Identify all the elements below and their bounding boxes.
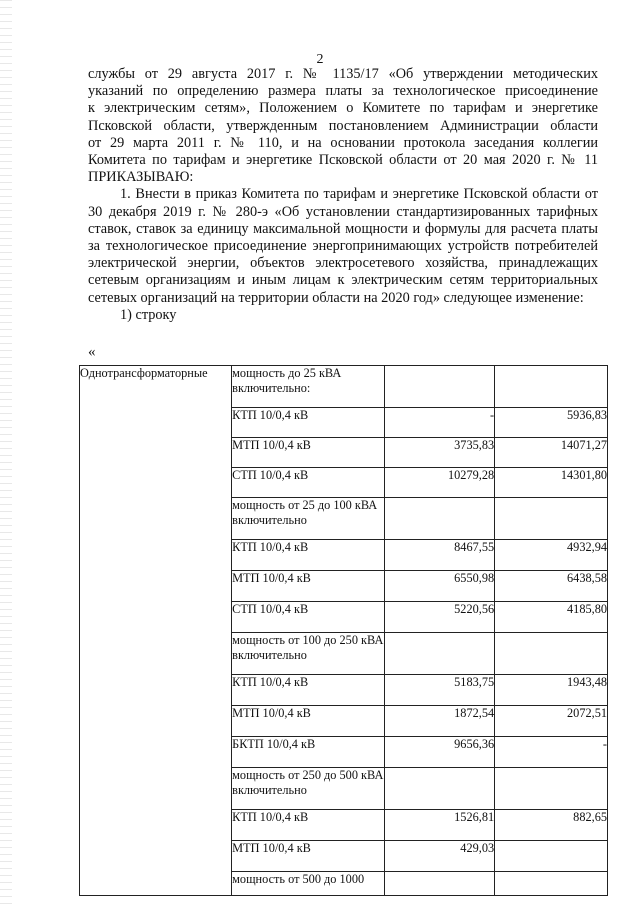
value-cell [495,768,608,810]
value-cell: 2072,51 [495,706,608,737]
value-cell: 3735,83 [385,438,495,468]
row-label: мощность от 25 до 100 кВА включительно [232,498,385,540]
value-cell: 5936,83 [495,408,608,438]
row-label: МТП 10/0,4 кВ [232,706,385,737]
row-label: мощность от 500 до 1000 [232,872,385,896]
row-label: мощность от 100 до 250 кВА включительно [232,633,385,675]
row-label: БКТП 10/0,4 кВ [232,737,385,768]
row-label: КТП 10/0,4 кВ [232,540,385,571]
row-label: СТП 10/0,4 кВ [232,468,385,498]
value-cell: 429,03 [385,841,495,872]
value-cell: 6438,58 [495,571,608,602]
group-label: Однотрансформаторные [80,366,232,896]
value-cell: 1872,54 [385,706,495,737]
intro-line: указаний по определению размера платы за технологическое присоединение [88,83,598,100]
intro-line: к электрическим сетям», Положением о Комитете по тарифам и энергетике [88,100,598,117]
row-label: СТП 10/0,4 кВ [232,602,385,633]
row-label: мощность от 250 до 500 кВА включительно [232,768,385,810]
value-cell: 4185,80 [495,602,608,633]
value-cell [495,872,608,896]
value-cell: 1526,81 [385,810,495,841]
value-cell: 5220,56 [385,602,495,633]
value-cell [495,633,608,675]
value-cell: 6550,98 [385,571,495,602]
row-label: КТП 10/0,4 кВ [232,408,385,438]
value-cell: 5183,75 [385,675,495,706]
value-cell: 4932,94 [495,540,608,571]
order-word: ПРИКАЗЫВАЮ: [88,169,194,186]
value-cell: 10279,28 [385,468,495,498]
value-cell [385,872,495,896]
opening-quote: « [88,344,96,360]
value-cell [385,366,495,408]
value-cell: 14301,80 [495,468,608,498]
tariff-table [79,365,608,896]
value-cell [495,366,608,408]
intro-line: службы от 29 августа 2017 г. № 1135/17 «Об утверждении методических [88,66,598,82]
value-cell: 14071,27 [495,438,608,468]
scan-edge-artifact [0,0,12,905]
row-label: МТП 10/0,4 кВ [232,571,385,602]
value-cell [385,633,495,675]
value-cell [495,841,608,872]
value-cell: 1943,48 [495,675,608,706]
value-cell: 882,65 [495,810,608,841]
value-cell: 8467,55 [385,540,495,571]
item-1-paragraph: 1. Внести в приказ Комитета по тарифам и энергетике Псковской области от 30 декабря 2019 г. № 280-э «Об установлении стандартизированных тарифных ставок, ставок за единицу максимальной мощности и формулы для расчета платы за технологическое присоединение энергопринимающих устройств потребителей электрической энергии, объектов электросетевого хозяйства, принадлежащих сетевым организациям и иным лицам к электрическим сетям территориальных сетевых организаций на территории области на 2020 год» следующее изменение: [88,186,598,306]
document-body [88,66,598,324]
value-cell [385,768,495,810]
page-number: 2 [316,52,324,67]
value-cell: 9656,36 [385,737,495,768]
value-cell [495,498,608,540]
subitem-1: 1) строку [120,306,177,323]
table-row [80,366,608,408]
intro-line: Комитета по тарифам и энергетике Псковской области от 20 мая 2020 г. № 11 [88,152,598,169]
row-label: МТП 10/0,4 кВ [232,438,385,468]
intro-line: Псковской области, утвержденным постановлением Администрации области [88,117,598,134]
row-label: МТП 10/0,4 кВ [232,841,385,872]
row-label: КТП 10/0,4 кВ [232,675,385,706]
intro-line: от 29 марта 2011 г. № 110, и на основании протокола заседания коллегии [88,134,598,151]
row-label: мощность до 25 кВА включительно: [232,366,385,408]
row-label: КТП 10/0,4 кВ [232,810,385,841]
value-cell: - [385,408,495,438]
value-cell [385,498,495,540]
value-cell: - [495,737,608,768]
